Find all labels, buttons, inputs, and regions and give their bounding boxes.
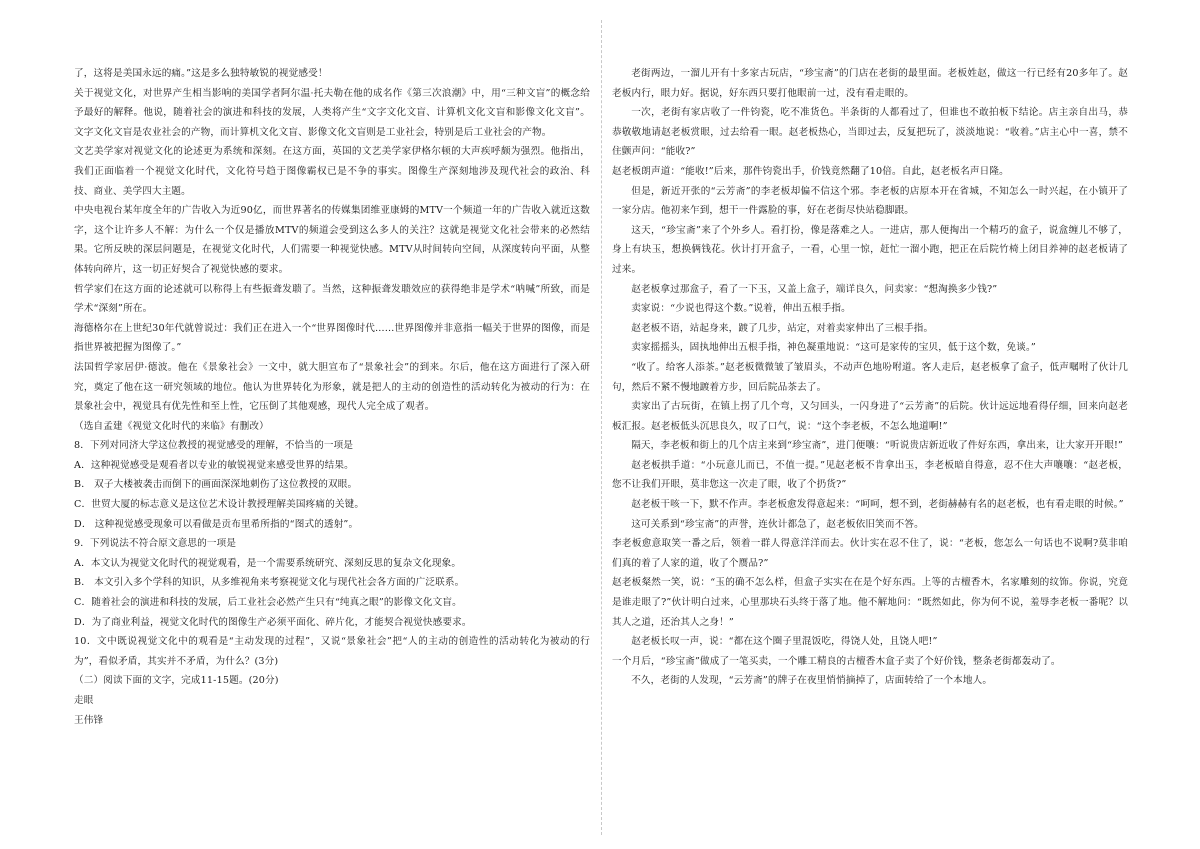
right-column (612, 64, 1128, 691)
left-column (74, 64, 590, 730)
paragraph: 海德格尔在上世纪30年代就曾说过：我们正在进入一个“世界图像时代……世界图像并非意指一幅关于世界的图像，而是指世界被把握为图像了。” (74, 322, 590, 354)
paragraph: 一个月后，“珍宝斋”做成了一笔买卖，一个雕工精良的古檀香木盒子卖了个好价钱，整条老街都轰动了。 (612, 655, 1061, 667)
paragraph: C．世贸大厦的标志意义是这位艺术设计教授理解美国疼痛的关键。 (74, 499, 365, 511)
paragraph: 8．下列对同济大学这位教授的视觉感受的理解，不恰当的一项是 (74, 440, 354, 452)
paragraph: 文艺美学家对视觉文化的论述更为系统和深刻。在这方面，英国的文艺美学家伊格尔顿的大声疾呼颇为强烈。他指出，我们正面临着一个视觉文化时代，文化符号趋于图像霸权已是不争的事实。图像生产深刻地涉及现代社会的政治、科技、商业、美学四大主题。 (74, 146, 590, 197)
paragraph: （选自孟建《视觉文化时代的来临》有删改） (74, 420, 269, 432)
paragraph: 关于视觉文化，对世界产生相当影响的美国学者阿尔温·托夫勒在他的成名作《第三次浪潮》中，用“三种文盲”的概念给予最好的解释。他说，随着社会的演进和科技的发展，人类将产生“文字文化文盲、计算机文化文盲和影像文化文盲”。文字文化文盲是农业社会的产物，而计算机文化文盲、影像文化文盲则是工业社会，特别是后工业社会的产物。 (74, 87, 590, 138)
paragraph: 赵老板拱手道：“小玩意儿而已，不值一提。”见赵老板不肯拿出玉，李老板暗自得意，忍不住大声嚷嚷：“赵老板，您不让我们开眼，莫非您这一次走了眼，收了个扔货?” (612, 459, 1128, 491)
paragraph: 王伟锋 (74, 714, 104, 726)
paragraph: B． 本文引入多个学科的知识，从多维视角来考察视觉文化与现代社会各方面的广泛联系。 (74, 577, 465, 589)
paragraph: C．随着社会的演进和科技的发展，后工业社会必然产生只有“纯真之眼”的影像文化文盲。 (74, 597, 462, 609)
paragraph: 10．文中既说视觉文化中的观看是“主动发现的过程”，又说“景象社会”把“人的主动的创造性的活动转化为被动的行为”，看似矛盾，其实并不矛盾，为什么？(3分) (74, 636, 590, 667)
paragraph: D． 这种视觉感受现象可以看做是贡布里希所指的“图式的透射”。 (74, 518, 359, 530)
column-divider (601, 20, 602, 835)
paragraph: 这可关系到“珍宝斋”的声誉，连伙计都急了，赵老板依旧笑而不答。 (631, 518, 924, 530)
paragraph: 李老板愈意取笑一番之后，领着一群人得意洋洋而去。伙计实在忍不住了，说：“老板，您怎么一句话也不说啊?莫非咱们真的着了人家的道，收了个赝品?” (612, 538, 1128, 569)
paragraph: 了，这将是美国永远的痛。”这是多么独特敏锐的视觉感受！ (74, 68, 328, 79)
paragraph: 赵老板干咳一下，默不作声。李老板愈发得意起来：“呵呵，想不到，老街赫赫有名的赵老板，也有看走眼的时候。” (631, 499, 1124, 511)
paragraph: 法国哲学家居伊·德波。他在《景象社会》一文中，就大胆宣布了“景象社会”的到来。尔后，他在这方面进行了深入研究，奠定了他在这一研究领域的地位。他认为世界转化为形象，就是把人的主动的创造性的活动转化为被动的行为：在景象社会中，视觉具有优先性和至上性，它压倒了其他观感，现代人完全成了观者。 (74, 361, 590, 413)
paragraph: 赵老板拿过那盒子，看了一下玉，又盖上盒子，端详良久，问卖家：“想淘换多少钱?” (631, 283, 998, 295)
paragraph: D．为了商业利益，视觉文化时代的图像生产必须平面化、碎片化，才能契合视觉快感要求。 (74, 616, 472, 628)
paragraph: 走眼 (74, 695, 94, 706)
paragraph: 老街两边，一溜儿开有十多家古玩店，“珍宝斋”的门店在老街的最里面。老板姓赵，做这一行已经有20多年了。赵老板内行，眼力好。据说，好东西只要打他眼前一过，没有看走眼的。 (612, 68, 1128, 99)
paragraph: 赵老板长叹一声，说：“都在这个圈子里混饭吃，得饶人处，且饶人吧!” (631, 636, 938, 648)
paragraph: 赵老板粲然一笑，说：“玉的确不怎么样，但盒子实实在在是个好东西。上等的古檀香木，名家雕刻的纹饰。你说，究竟是谁走眼了?”伙计明白过来，心里那块石头终于落了地。他不解地问：“既然如此，你为何不说，羞辱李老板一番呢？以其人之道，还治其人之身！” (612, 577, 1128, 628)
paragraph: 9．下列说法不符合原文意思的一项是 (74, 538, 237, 550)
paragraph: 卖家摇摇头，固执地伸出五根手指，神色凝重地说：“这可是家传的宝贝，低于这个数，免谈。” (631, 342, 1036, 354)
paragraph: 隔天，李老板和街上的几个店主来到“珍宝斋”，进门便嚷：“听说贵店新近收了件好东西，拿出来，让大家开开眼!” (631, 440, 1124, 452)
paragraph: 哲学家们在这方面的论述就可以称得上有些振聋发聩了。当然，这种振聋发聩效应的获得绝非是学术“呐喊”所致，而是学术“深刻”所在。 (74, 283, 590, 315)
paragraph: 赵老板不语，站起身来，踱了几步，站定，对着卖家伸出了三根手指。 (631, 322, 934, 334)
paragraph: 一次，老街有家店收了一件钧瓷，吃不准货色。半条街的人都看过了，但谁也不敢拍板下结论。店主亲自出马，恭恭敬敬地请赵老板赏眼，过去给看一眼。赵老板热心，当即过去，反复把玩了，淡淡地说：“收着。”店主心中一喜，禁不住颤声问：“能收?” (612, 107, 1128, 158)
paragraph: 卖家说：“少说也得这个数。”说着，伸出五根手指。 (631, 303, 851, 315)
paragraph: 卖家出了古玩街，在镇上拐了几个弯，又匀回头，一闪身进了“云芳斋”的后院。伙计远远地看得仔细，回来向赵老板汇报。赵老板低头沉思良久，叹了口气，说：“这个李老板，不怎么地道啊!” (612, 401, 1128, 432)
paragraph: “收了。给客人添茶。”赵老板微微皱了皱眉头，不动声色地吩咐道。客人走后，赵老板拿了盒子，低声嘱咐了伙计几句，然后不紧不慢地踱着方步，回后院品茶去了。 (612, 361, 1128, 393)
paragraph: 中央电视台某年度全年的广告收入为近90亿，而世界著名的传媒集团维亚康姆的MTV一个频道一年的广告收入就近这数字，这个让许多人不解：为什么一个仅是播放MTV的频道会受到这么多人的关注？这就是视觉文化社会带来的必然结果。它所反映的深层问题是，在视觉文化时代，人们需要一种视觉快感。MTV从时间转向空间，从深度转向平面，从整体转向碎片，这一切正好契合了视觉快感的要求。 (74, 205, 590, 275)
paragraph: 不久，老街的人发现，“云芳斋”的牌子在夜里悄悄摘掉了，店面转给了一个本地人。 (631, 675, 993, 687)
paragraph: B． 双子大楼被袭击而倒下的画面深深地刺伤了这位教授的双眼。 (74, 479, 358, 491)
paragraph: 但是，新近开张的“云芳斋”的李老板却偏不信这个邪。李老板的店原本开在省城，不知怎么一时兴起，在小镇开了一家分店。他初来乍到，想干一件露脸的事，好在老街尽快站稳脚跟。 (612, 185, 1128, 217)
paragraph: A．这种视觉感受是观看者以专业的敏锐视觉来感受世界的结果。 (74, 459, 354, 471)
paragraph: 赵老板朗声道：“能收!”后来，那件钧瓷出手，价钱竟然翻了10倍。自此，赵老板名声日隆。 (612, 165, 1009, 177)
paragraph: A．本文认为视觉文化时代的视觉观看，是一个需要系统研究、深刻反思的复杂文化现象。 (74, 557, 462, 569)
paragraph: （二）阅读下面的文字，完成11-15题。(20分) (74, 675, 279, 687)
paragraph: 这天，“珍宝斋”来了个外乡人。看打扮，像是落难之人。一进店，那人便掏出一个精巧的盒子，说盒缠儿不够了，身上有块玉，想换俩钱花。伙计打开盒子，一看，心里一惊，赶忙一溜小跑，把正在后院竹椅上闭目养神的赵老板请了过来。 (612, 224, 1128, 275)
